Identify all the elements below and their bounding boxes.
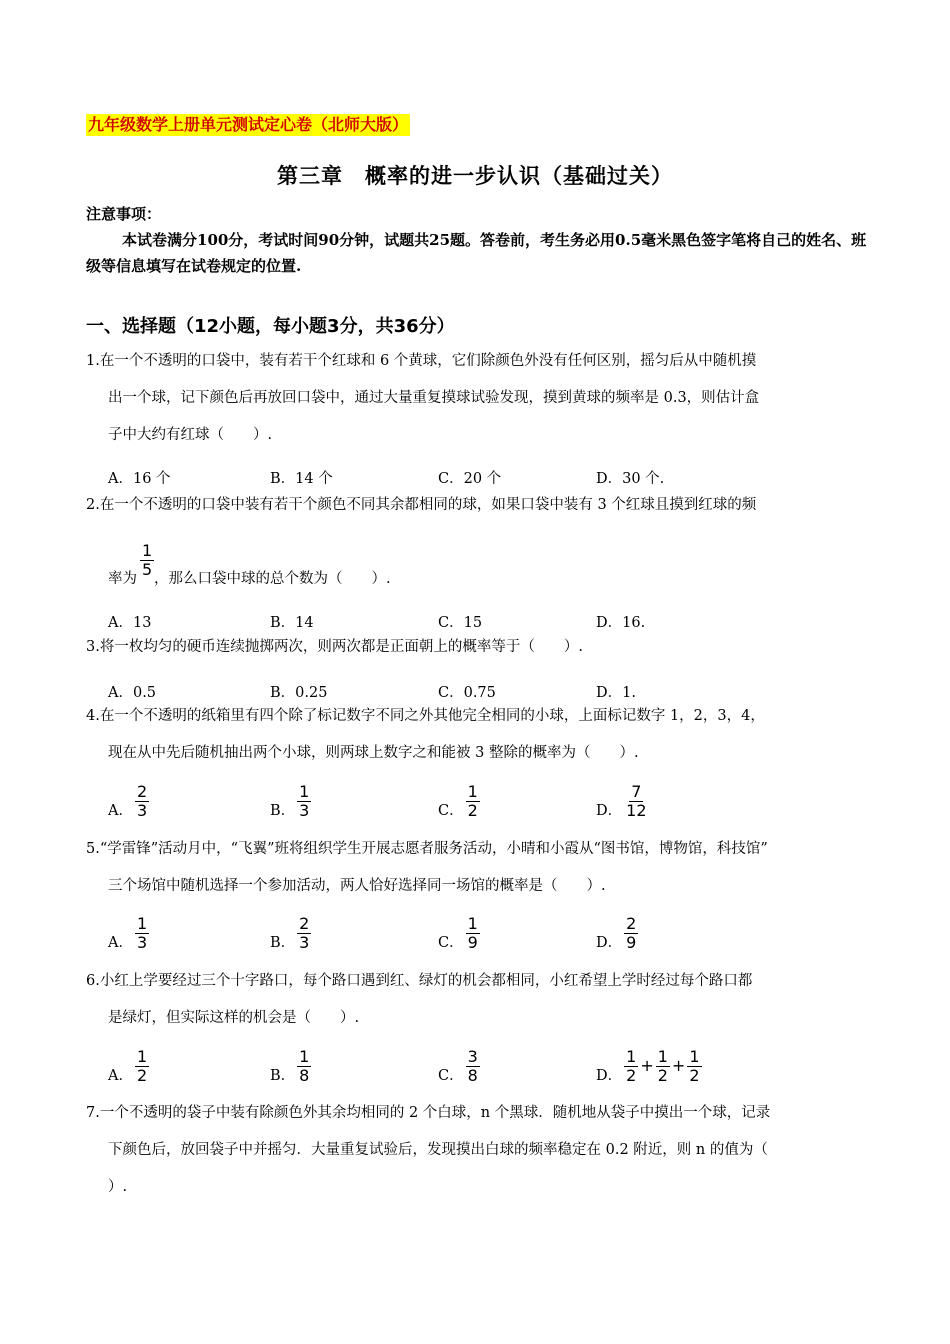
question-7-line3: ）. xyxy=(108,1179,128,1195)
option-c[interactable]: C．0.75 xyxy=(438,685,496,701)
fraction-denominator: 2 xyxy=(467,801,478,820)
question-3 xyxy=(86,629,868,666)
fraction-numerator: 1 xyxy=(689,1047,700,1066)
option-a[interactable] xyxy=(108,1045,151,1085)
option-label: C． xyxy=(438,1068,464,1084)
plus-sign: + xyxy=(671,1056,686,1075)
question-1-line2: 出一个球，记下颜色后再放回口袋中，通过大量重复摸球试验发现，摸到黄球的频率是 0.3，则估计盒 xyxy=(108,390,760,406)
fraction-numerator: 1 xyxy=(142,541,153,560)
fraction-denominator: 5 xyxy=(142,560,153,579)
option-c[interactable] xyxy=(438,1045,482,1085)
option-b[interactable]: B．14 xyxy=(270,615,314,631)
question-5 xyxy=(86,831,868,905)
header-banner xyxy=(86,114,410,136)
fraction-denominator: 9 xyxy=(467,933,478,952)
fraction-numerator: 7 xyxy=(631,782,642,801)
fraction-denominator: 2 xyxy=(657,1066,668,1085)
option-a[interactable] xyxy=(108,912,151,952)
option-label: B． xyxy=(270,1068,296,1084)
fraction-numerator: 1 xyxy=(299,1047,310,1066)
question-6-options xyxy=(108,1045,868,1085)
question-2 xyxy=(86,487,868,524)
option-d[interactable] xyxy=(596,1045,704,1085)
option-label: D． xyxy=(596,803,623,819)
question-1-line1: 1.在一个不透明的口袋中，装有若干个红球和 6 个黄球，它们除颜色外没有任何区别，摇匀后从中随机摸 xyxy=(86,353,757,369)
question-3-line1: 3.将一枚均匀的硬币连续抛掷两次，则两次都是正面朝上的概率等于（ ）. xyxy=(86,639,583,655)
notice-text xyxy=(86,227,876,279)
fraction-denominator: 8 xyxy=(299,1066,310,1085)
fraction xyxy=(466,915,480,952)
fraction-denominator: 2 xyxy=(136,1066,148,1085)
fraction xyxy=(624,783,648,820)
fraction-numerator: 1 xyxy=(467,914,478,933)
option-c[interactable]: C．20 个 xyxy=(438,471,502,487)
fraction xyxy=(135,1048,149,1085)
fraction-denominator: 2 xyxy=(689,1066,700,1085)
question-6-line1: 6.小红上学要经过三个十字路口，每个路口遇到红、绿灯的机会都相同，小红希望上学时经过每个路口都 xyxy=(86,973,753,989)
option-a[interactable] xyxy=(108,780,151,820)
question-2-line2-pre: 率为 xyxy=(108,571,137,587)
option-label: C． xyxy=(438,803,464,819)
option-label: D． xyxy=(596,935,623,951)
fraction xyxy=(140,542,154,579)
option-d[interactable] xyxy=(596,912,640,952)
option-label: A． xyxy=(108,803,133,819)
fraction-denominator: 3 xyxy=(136,933,148,952)
question-7-line2: 下颜色后，放回袋子中并摇匀．大量重复试验后，发现摸出白球的频率稳定在 0.2 附近，则 n 的值为（ xyxy=(108,1142,768,1158)
fraction-numerator: 2 xyxy=(136,782,148,801)
fraction xyxy=(297,1048,311,1085)
fraction xyxy=(656,1048,670,1085)
fraction-numerator: 2 xyxy=(626,914,637,933)
option-c[interactable] xyxy=(438,912,482,952)
question-2-options xyxy=(108,592,868,632)
banner-text: 九年级数学上册单元测试定心卷（北师大版） xyxy=(88,115,409,134)
option-d[interactable]: D．1. xyxy=(596,685,636,701)
option-d[interactable] xyxy=(596,780,651,820)
question-1-line3: 子中大约有红球（ ）. xyxy=(108,427,273,443)
question-5-line1: 5.“学雷锋”活动月中，“飞翼”班将组织学生开展志愿者服务活动，小晴和小霞从“图书馆，博物馆，科技馆” xyxy=(86,841,768,857)
question-6-line2: 是绿灯，但实际这样的机会是（ ）. xyxy=(108,1010,360,1026)
fraction-numerator: 3 xyxy=(467,1047,478,1066)
fraction xyxy=(297,783,311,820)
question-2-line2-post: ，那么口袋中球的总个数为（ ）. xyxy=(154,571,391,587)
question-7 xyxy=(86,1095,868,1206)
option-label: B． xyxy=(270,803,296,819)
option-label: A． xyxy=(108,935,133,951)
fraction-numerator: 1 xyxy=(136,1047,148,1066)
question-3-options xyxy=(108,662,868,702)
notice-body: 本试卷满分100分，考试时间90分钟，试题共25题。答卷前，考生务必用0.5毫米黑色签字笔将自己的姓名、班级等信息填写在试卷规定的位置. xyxy=(86,231,867,275)
fraction xyxy=(135,783,149,820)
fraction-denominator: 12 xyxy=(626,801,647,820)
option-b[interactable] xyxy=(270,1045,313,1085)
notice-heading: 注意事项： xyxy=(86,205,162,223)
option-a[interactable]: A．16 个 xyxy=(108,471,171,487)
question-7-line1: 7.一个不透明的袋子中装有除颜色外其余均相同的 2 个白球，n 个黑球．随机地从袋子中摸出一个球，记录 xyxy=(86,1105,771,1121)
option-label: B． xyxy=(270,935,296,951)
fraction-denominator: 8 xyxy=(467,1066,478,1085)
fraction-numerator: 2 xyxy=(299,914,310,933)
question-1-options xyxy=(108,448,868,488)
fraction xyxy=(135,915,149,952)
option-a[interactable]: A．0.5 xyxy=(108,685,157,701)
fraction-numerator: 1 xyxy=(626,1047,637,1066)
option-d[interactable]: D．30 个. xyxy=(596,471,665,487)
fraction xyxy=(624,1048,638,1085)
question-4-line1: 4.在一个不透明的纸箱里有四个除了标记数字不同之外其他完全相同的小球，上面标记数字 1，2，3，4， xyxy=(86,708,765,724)
question-1 xyxy=(86,343,868,454)
fraction-numerator: 1 xyxy=(136,914,148,933)
question-4-options xyxy=(108,780,868,820)
question-6 xyxy=(86,963,868,1037)
option-b[interactable]: B．0.25 xyxy=(270,685,328,701)
option-a[interactable]: A．13 xyxy=(108,615,152,631)
fraction xyxy=(624,915,638,952)
fraction-denominator: 3 xyxy=(136,801,148,820)
option-c[interactable] xyxy=(438,780,482,820)
option-b[interactable] xyxy=(270,912,313,952)
question-2-line2 xyxy=(108,540,808,590)
option-label: D． xyxy=(596,1068,623,1084)
section-title: 一、选择题（12小题，每小题3分，共36分） xyxy=(86,316,455,337)
fraction xyxy=(466,1048,480,1085)
question-4 xyxy=(86,698,868,772)
fraction-numerator: 1 xyxy=(299,782,310,801)
fraction-denominator: 9 xyxy=(626,933,637,952)
fraction xyxy=(297,915,311,952)
option-c[interactable]: C．15 xyxy=(438,615,483,631)
option-d[interactable]: D．16. xyxy=(596,615,646,631)
question-5-options xyxy=(108,912,868,952)
option-b[interactable]: B．14 个 xyxy=(270,471,333,487)
chapter-title-text: 第三章 概率的进一步认识（基础过关） xyxy=(277,164,673,188)
fraction-numerator: 1 xyxy=(657,1047,668,1066)
option-b[interactable] xyxy=(270,780,313,820)
chapter-title xyxy=(0,160,950,190)
fraction-numerator: 1 xyxy=(467,782,478,801)
question-2-line1: 2.在一个不透明的口袋中装有若干个颜色不同其余都相同的球，如果口袋中装有 3 个红球且摸到红球的频 xyxy=(86,497,757,513)
question-5-line2: 三个场馆中随机选择一个参加活动，两人恰好选择同一场馆的概率是（ ）. xyxy=(108,878,606,894)
plus-sign: + xyxy=(640,1056,654,1075)
fraction xyxy=(687,1048,701,1085)
fraction-denominator: 2 xyxy=(626,1066,637,1085)
option-label: C． xyxy=(438,935,464,951)
question-4-line2: 现在从中先后随机抽出两个小球，则两球上数字之和能被 3 整除的概率为（ ）. xyxy=(108,745,639,761)
option-label: A． xyxy=(108,1068,133,1084)
fraction-denominator: 3 xyxy=(299,801,310,820)
fraction xyxy=(466,783,480,820)
fraction-denominator: 3 xyxy=(299,933,310,952)
